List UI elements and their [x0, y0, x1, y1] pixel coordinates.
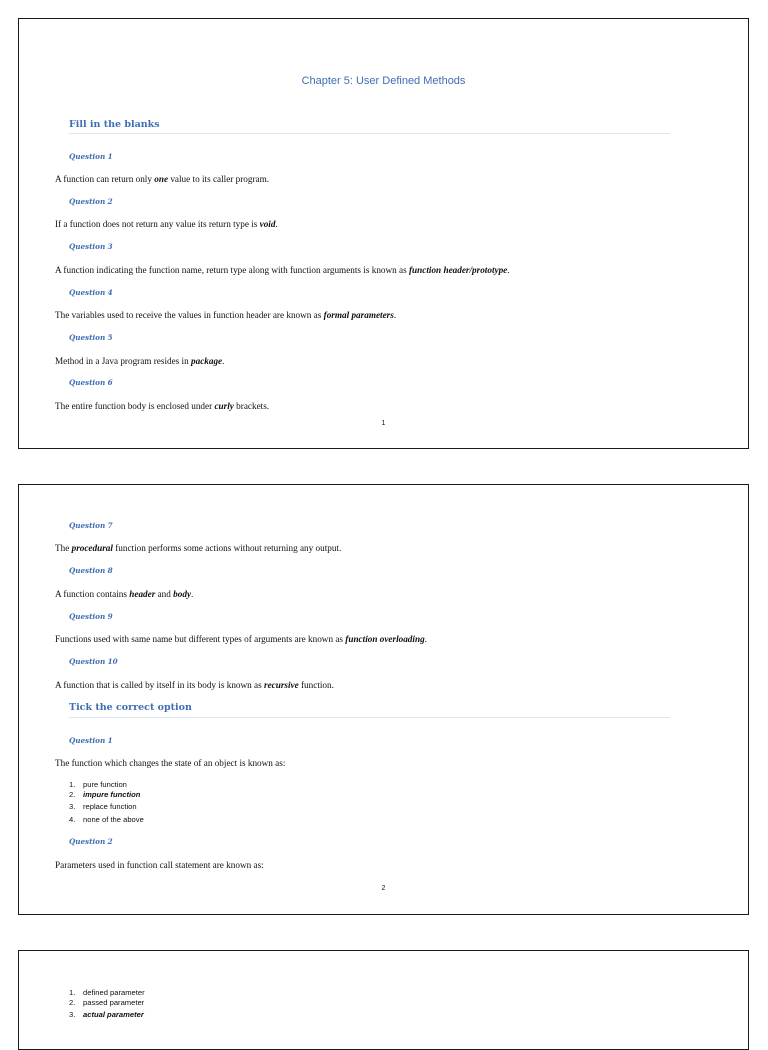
- option-item-correct: 2. impure function: [69, 790, 141, 799]
- question-statement: The function which changes the state of an object is known as:: [55, 758, 286, 768]
- question-statement: If a function does not return any value its return type is void.: [55, 219, 278, 229]
- question-label: Question 5: [69, 333, 113, 342]
- section-divider: [69, 133, 670, 134]
- question-statement: A function that is called by itself in its body is known as recursive function.: [55, 680, 334, 690]
- question-label: Question 8: [69, 566, 113, 575]
- answer-text: void: [259, 219, 276, 229]
- question-label: Question 4: [69, 288, 113, 297]
- document-page-2: [18, 484, 749, 915]
- question-label: Question 1: [69, 736, 113, 745]
- question-statement: Parameters used in function call statement are known as:: [55, 860, 264, 870]
- option-item: 1. pure function: [69, 780, 127, 789]
- question-label: Question 2: [69, 197, 113, 206]
- option-item: 3. replace function: [69, 802, 137, 811]
- document-page-3: [18, 950, 749, 1050]
- question-statement: A function contains header and body.: [55, 589, 194, 599]
- chapter-title: Chapter 5: User Defined Methods: [301, 75, 466, 87]
- page-number: 2: [381, 885, 386, 892]
- question-statement: Functions used with same name but different types of arguments are known as function overloading.: [55, 634, 427, 644]
- option-item: 1. defined parameter: [69, 988, 145, 997]
- question-label: Question 10: [69, 657, 118, 666]
- section-title-tick-option: Tick the correct option: [69, 702, 192, 713]
- option-item-correct: 3. actual parameter: [69, 1010, 144, 1019]
- question-statement: A function can return only one value to its caller program.: [55, 174, 270, 184]
- answer-text: function header/prototype: [409, 265, 508, 275]
- question-label: Question 7: [69, 521, 113, 530]
- section-title-fill-blanks: Fill in the blanks: [69, 119, 160, 130]
- answer-text: recursive: [264, 680, 299, 690]
- page-number: 1: [381, 420, 386, 427]
- question-statement: The variables used to receive the values in function header are known as formal parameters.: [55, 310, 397, 320]
- answer-text: body: [173, 589, 192, 599]
- answer-text: function overloading: [345, 634, 425, 644]
- option-item: 4. none of the above: [69, 815, 144, 824]
- answer-text: package: [191, 356, 223, 366]
- question-label: Question 6: [69, 378, 113, 387]
- option-item: 2. passed parameter: [69, 998, 145, 1007]
- answer-text: header: [129, 589, 156, 599]
- answer-text: procedural: [71, 543, 113, 553]
- question-statement: A function indicating the function name, return type along with function arguments is known as function header/prototype.: [55, 265, 510, 275]
- question-label: Question 2: [69, 837, 113, 846]
- answer-text: curly: [214, 401, 234, 411]
- question-label: Question 1: [69, 152, 113, 161]
- answer-text: one: [154, 174, 169, 184]
- question-label: Question 9: [69, 612, 113, 621]
- question-statement: Method in a Java program resides in package.: [55, 356, 225, 366]
- question-statement: The entire function body is enclosed under curly brackets.: [55, 401, 270, 411]
- question-statement: The procedural function performs some actions without returning any output.: [55, 543, 342, 553]
- question-label: Question 3: [69, 242, 113, 251]
- section-divider: [69, 717, 670, 718]
- document-page-1: [18, 18, 749, 449]
- answer-text: formal parameters: [323, 310, 394, 320]
